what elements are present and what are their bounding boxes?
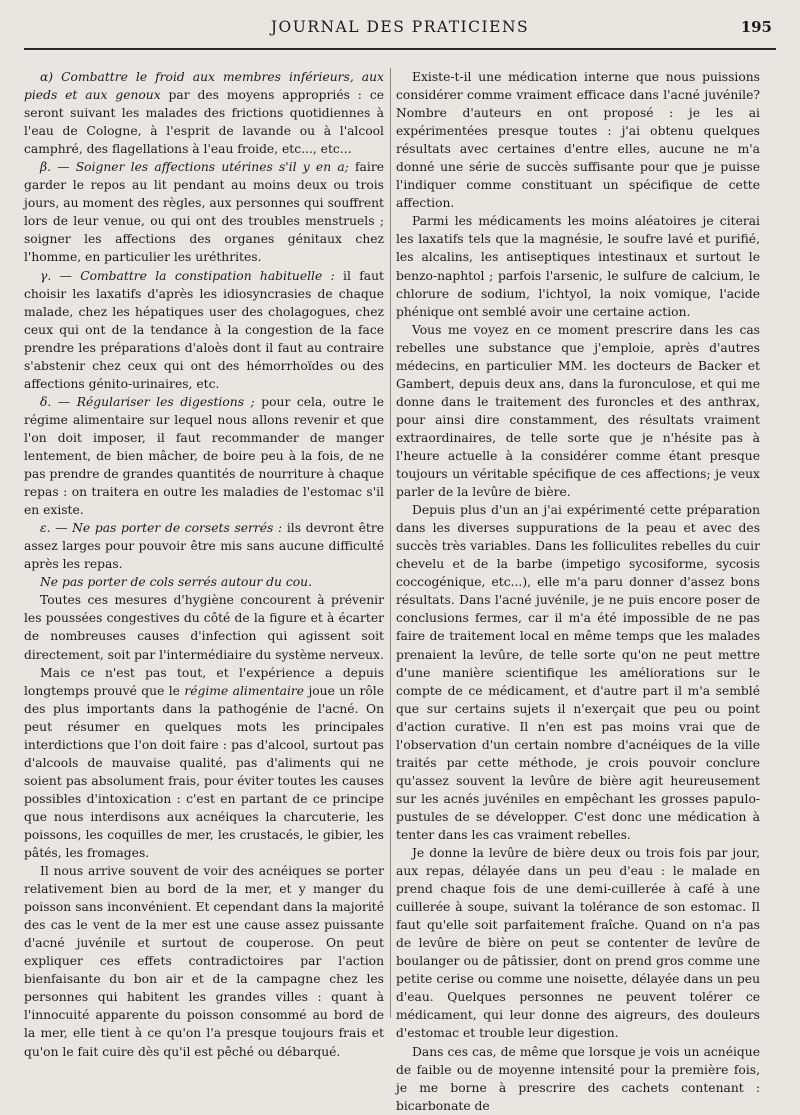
paragraph-lead: — Ne pas porter de corsets serrés : bbox=[55, 521, 283, 536]
paragraph-posologie: Je donne la levûre de bière deux ou trois fois par jour, aux repas, délayée dans un peu d'eau : le malade en prend chaque fois de une demi-cuillerée à café à une cuillerée à soupe, suivant la tolérance de son estomac. Il faut qu'elle soit parfaitement fraîche. Quand on n'a pas de levûre de bière on peut se contenter de levûre de boulanger ou de pâtissier, dont on prend gros comme une petite cerise ou comme une noisette, délayée dans un peu d'eau. Quelques personnes ne peuvent tolérer ce médicament, qui leur donne des aigreurs, des douleurs d'estomac et trouble leur digestion. bbox=[396, 846, 760, 1041]
emphasis-regime: régime alimentaire bbox=[184, 683, 305, 698]
page-number: 195 bbox=[740, 18, 772, 36]
paragraph-text: faire garder le repos au lit pendant au moins deux ou trois jours, au moment des règles, aux personnes qui souffrent lors de leur venue, ou qui ont des troubles menstruels ; soigner les affections des organes génitaux chez l'homme, en particulier les uréthrites. bbox=[24, 160, 384, 265]
paragraph-levure-intro: Vous me voyez en ce moment prescrire dans les cas rebelles une substance que j'emploie, après d'autres médecins, en particulier MM. les docteurs de Backer et Gambert, depuis deux ans, dans la furonculose, et qui me donne dans le traitement des furoncles et des anthrax, pour ainsi dire constamment, des résultats vraiment extraordinaires, de telle sorte que je n'hésite pas à l'heure actuelle à la considérer comme étant presque toujours un véritable spécifique de ces affections; je veux parler de la levûre de bière. bbox=[396, 322, 760, 500]
column-divider bbox=[390, 68, 391, 1018]
paragraph-text: joue un rôle des plus importants dans la pathogénie de l'acné. On peut résumer en quelques mots les principales interdictions que l'on doit faire : pas d'alcool, surtout pas d'alcools de mauvaise qualité, pas d'aliments qui ne soient pas absolument frais, pour éviter toutes les causes possibles d'intoxication : c'est en partant de ce principe que nous interdisons aux acnéiques la charcuterie, les poissons, les coquilles de mer, les crustacés, le gibier, les pâtés, les fromages. bbox=[24, 683, 384, 861]
paragraph-alpha bbox=[24, 68, 384, 158]
list-marker: γ. bbox=[40, 268, 52, 283]
paragraph-text: par des moyens appropriés : ce seront suivant les malades des frictions quotidiennes à l'eau de Cologne, à l'esprit de lavande ou à l'alcool camphré, des flagellations à l'eau froide, etc..., etc... bbox=[24, 88, 384, 157]
paragraph-mer: Il nous arrive souvent de voir des acnéiques se porter relativement bien au bord de la mer, et y manger du poisson sans inconvénient. Et cependant dans la majorité des cas le vent de la mer est une cause assez puissante d'acné juvénile et surtout de couperose. On peut expliquer ces effets contradictoires par l'action bienfaisante du bon air et de la campagne chez les personnes qui habitent les grandes villes : quant à l'innocuité apparente du poisson consommé au bord de la mer, elle tient à ce qu'on l'a presque toujours frais et qu'on le fait cuire dès qu'il est pêché ou débarqué. bbox=[24, 864, 384, 1059]
paragraph-text: pour cela, outre le régime alimentaire sur lequel nous allons revenir et que l'on doit imposer, il faut recommander de manger lentement, de bien mâcher, de boire peu à la fois, de ne pas prendre de grandes quantités de nourriture à chaque repas : on traitera en outre les maladies de l'estomac s'il en existe. bbox=[24, 394, 384, 518]
paragraph-regime bbox=[24, 664, 384, 863]
list-marker: δ. bbox=[40, 394, 52, 409]
page-header bbox=[24, 18, 776, 42]
paragraph-hygiene: Toutes ces mesures d'hygiène concourent à prévenir les poussées congestives du côté de la figure et à écarter de nombreuses causes d'infection qui agissent soit directement, soit par l'intermédiaire du système nerveux. bbox=[24, 593, 384, 662]
paragraph-lead: — Régulariser les digestions ; bbox=[57, 394, 255, 409]
paragraph-cachets: Dans ces cas, de même que lorsque je vois un acnéique de faible ou de moyenne intensité pour la première fois, je me borne à prescrire des cachets contenant : bicarbonate de bbox=[396, 1044, 760, 1113]
paragraph-gamma bbox=[24, 267, 384, 393]
paragraph-epsilon bbox=[24, 519, 384, 573]
paragraph-delta bbox=[24, 393, 384, 519]
paragraph-experience: Depuis plus d'un an j'ai expérimenté cette préparation dans les diverses suppurations de la peau et avec des succès très variables. Dans les folliculites rebelles du cuir chevelu et de la barbe (impetigo sycosiforme, sycosis coccogénique, etc...), elle m'a paru donner d'assez bons résultats. Dans l'acné juvénile, je ne puis encore poser de conclusions fermes, car il m'a été impossible de ne pas faire de traitement local en même temps que les malades prenaient la levûre, de telle sorte qu'on ne peut mettre d'une manière scientifique les améliorations sur le compte de ce médicament, et d'autre part il m'a semblé que sur certains sujets il n'exerçait que peu ou point d'action curative. Il n'en est pas moins vrai que de l'observation d'un certain nombre d'acnéiques de la ville traités par cette méthode, je crois pouvoir conclure qu'assez souvent la levûre de bière agit heureusement sur les acnés juvéniles en empêchant les grosses papulo-pustules de se développer. C'est donc une médication à tenter dans les cas vraiment rebelles. bbox=[396, 503, 760, 842]
paragraph-lead: Ne pas porter de cols serrés autour du cou. bbox=[40, 575, 312, 590]
journal-title: JOURNAL DES PRATICIENS bbox=[270, 18, 530, 36]
paragraph-lead: — Combattre la constipation habituelle : bbox=[59, 268, 335, 283]
left-column bbox=[24, 68, 384, 1059]
right-column bbox=[396, 68, 760, 1113]
list-marker: ε. bbox=[40, 521, 51, 536]
paragraph-medication: Existe-t-il une médication interne que nous puissions considérer comme vraiment efficace dans l'acné juvénile? Nombre d'auteurs en ont proposé : je les ai expérimentées presque toutes : j'ai obtenu quelques résultats avec certaines d'entre elles, aucune ne m'a donné une série de succès suffisante pour que je puisse l'indiquer comme constituant un spécifique de cette affection. bbox=[396, 70, 760, 211]
paragraph-lead: — Soigner les affections utérines s'il y en a; bbox=[57, 160, 349, 175]
paragraph-lead: Combattre le froid aux membres inférieurs, aux pieds et aux genoux bbox=[24, 70, 384, 103]
paragraph-text: il faut choisir les laxatifs d'après les idiosyncrasies de chaque malade, chez les hépatiques user des cholagogues, chez ceux qui ont de la tendance à la congestion de la face prendre les préparations d'aloès dont il faut au contraire s'abstenir chez ceux qui ont des hémorrhoïdes ou des affections génito-urinaires, etc. bbox=[24, 268, 384, 391]
paragraph-cols bbox=[24, 573, 384, 591]
list-marker: α) bbox=[40, 70, 54, 84]
list-marker: β. bbox=[40, 160, 52, 175]
header-rule bbox=[24, 48, 776, 50]
paragraph-medicaments: Parmi les médicaments les moins aléatoires je citerai les laxatifs tels que la magnésie, le soufre lavé et purifié, les alcalins, les antiseptiques intestinaux et surtout le benzo-naphtol ; parfois l'arsenic, le sulfure de calcium, le chlorure de sodium, l'ichtyol, la noix vomique, l'acide phénique ont semblé avoir une certaine action. bbox=[396, 214, 760, 319]
paragraph-beta bbox=[24, 158, 384, 266]
paragraph-text: ils devront être assez larges pour pouvoir être mis sans aucune difficulté après les repas. bbox=[24, 521, 384, 572]
paragraph-text: Mais ce n'est pas tout, et l'expérience a depuis longtemps prouvé que le bbox=[24, 665, 384, 698]
